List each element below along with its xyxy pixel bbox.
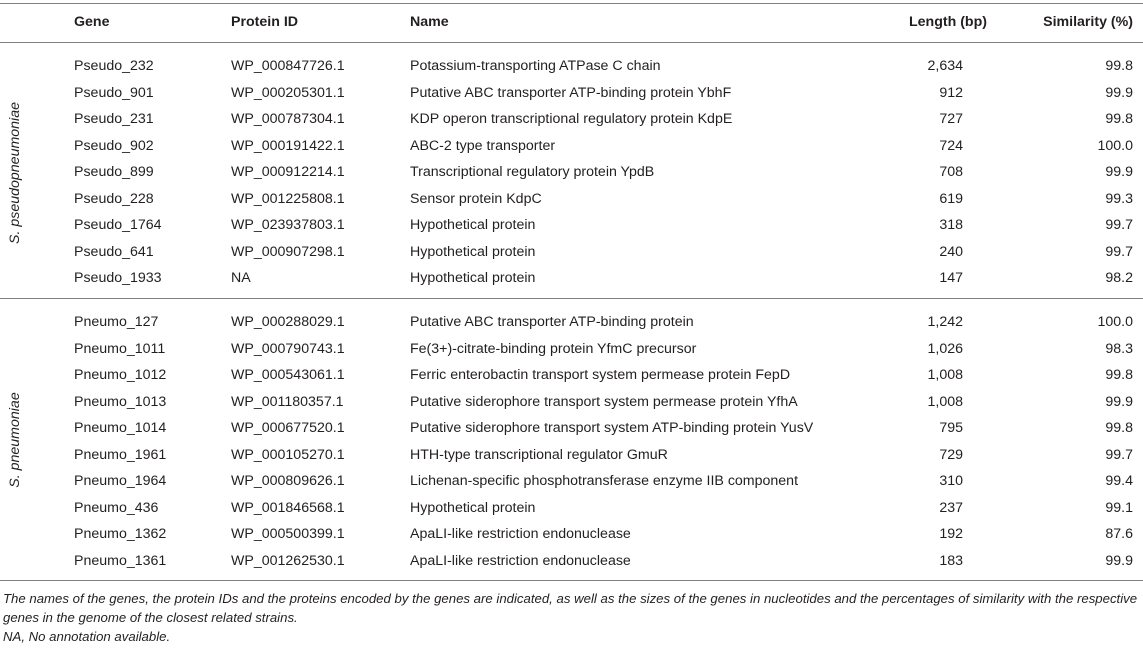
group-label-pseudopneumoniae: S. pseudopneumoniae [7, 102, 23, 244]
cell-length: 147 [939, 270, 963, 286]
cell-name: Ferric enterobactin transport system permease protein FepD [410, 367, 791, 383]
cell-name: Putative ABC transporter ATP-binding protein YbhF [410, 84, 732, 101]
cell-protein-id: WP_001225808.1 [231, 190, 345, 207]
cell-similarity: 99.9 [1105, 164, 1133, 180]
header-gene: Gene [74, 14, 110, 30]
cell-name: Putative ABC transporter ATP-binding protein [410, 314, 694, 330]
header-protein-id: Protein ID [231, 14, 299, 30]
cell-name: HTH-type transcriptional regulator GmuR [410, 446, 668, 463]
header-rule [0, 42, 1143, 43]
footnote-na: NA, No annotation available. [3, 629, 171, 644]
cell-similarity: 99.7 [1105, 217, 1133, 233]
cell-similarity: 99.7 [1105, 446, 1133, 463]
cell-name: Putative siderophore transport system ATP-binding protein YusV [410, 420, 814, 436]
cell-gene: Pneumo_127 [74, 314, 159, 330]
cell-gene: Pseudo_901 [74, 84, 154, 101]
cell-name: KDP operon transcriptional regulatory protein KdpE [410, 111, 733, 127]
cell-name: Putative siderophore transport system permease protein YfhA [410, 393, 798, 410]
cell-name: Hypothetical protein [410, 499, 536, 516]
cell-protein-id: WP_000543061.1 [231, 367, 345, 383]
cell-similarity: 98.2 [1105, 270, 1133, 286]
cell-length: 192 [939, 526, 963, 542]
cell-gene: Pneumo_436 [74, 499, 159, 516]
cell-name: Hypothetical protein [410, 270, 536, 286]
header-length: Length (bp) [908, 14, 987, 30]
cell-similarity: 99.8 [1105, 111, 1133, 127]
cell-protein-id: WP_000907298.1 [231, 243, 345, 260]
cell-length: 729 [939, 446, 963, 463]
cell-similarity: 99.9 [1105, 552, 1133, 569]
cell-length: 237 [939, 499, 963, 516]
cell-name: ApaLI-like restriction endonuclease [410, 552, 631, 569]
cell-gene: Pneumo_1014 [74, 420, 167, 436]
cell-length: 1,026 [927, 340, 963, 357]
cell-protein-id: WP_001846568.1 [231, 499, 345, 516]
cell-gene: Pneumo_1964 [74, 473, 167, 489]
cell-name: Hypothetical protein [410, 217, 536, 233]
cell-protein-id: WP_000912214.1 [231, 164, 345, 180]
cell-gene: Pseudo_641 [74, 243, 154, 260]
cell-gene: Pseudo_232 [74, 58, 154, 74]
cell-protein-id: WP_000809626.1 [231, 473, 345, 489]
cell-gene: Pseudo_902 [74, 137, 154, 154]
group-separator-rule [0, 298, 1143, 299]
cell-gene: Pneumo_1012 [74, 367, 167, 383]
cell-length: 1,008 [927, 367, 963, 383]
cell-protein-id: WP_001180357.1 [231, 393, 344, 410]
cell-length: 1,008 [927, 393, 963, 410]
cell-protein-id: WP_001262530.1 [231, 552, 345, 569]
cell-gene: Pseudo_231 [74, 111, 154, 127]
cell-similarity: 100.0 [1097, 314, 1133, 330]
group-label-pneumoniae: S. pneumoniae [7, 392, 23, 488]
cell-gene: Pseudo_228 [74, 190, 154, 207]
cell-name: Hypothetical protein [410, 243, 536, 260]
cell-protein-id: WP_023937803.1 [231, 217, 345, 233]
cell-gene: Pneumo_1011 [74, 340, 166, 357]
cell-protein-id: WP_000500399.1 [231, 526, 345, 542]
cell-length: 183 [939, 552, 963, 569]
cell-length: 619 [939, 190, 963, 207]
cell-gene: Pseudo_1933 [74, 270, 162, 286]
cell-similarity: 100.0 [1097, 137, 1133, 154]
cell-similarity: 87.6 [1105, 526, 1133, 542]
cell-name: Fe(3+)-citrate-binding protein YfmC precursor [410, 340, 697, 357]
footnote-description: The names of the genes, the protein IDs and the proteins encoded by the genes are indicated, as well as the sizes of the genes in nucleotides and the percentages of similarity with the respective genes in the genome of the closest related strains. [3, 591, 1138, 625]
cell-similarity: 99.8 [1105, 58, 1133, 74]
cell-length: 310 [939, 473, 963, 489]
header-name: Name [410, 14, 449, 30]
cell-length: 912 [939, 84, 963, 101]
cell-name: ApaLI-like restriction endonuclease [410, 526, 631, 542]
cell-length: 1,242 [927, 314, 963, 330]
cell-length: 708 [939, 164, 963, 180]
cell-protein-id: WP_000677520.1 [231, 420, 345, 436]
cell-gene: Pneumo_1362 [74, 526, 167, 542]
cell-similarity: 99.7 [1105, 243, 1133, 260]
cell-length: 2,634 [927, 58, 963, 74]
cell-protein-id: WP_000847726.1 [231, 58, 345, 74]
cell-gene: Pseudo_1764 [74, 217, 162, 233]
cell-similarity: 99.8 [1105, 367, 1133, 383]
cell-similarity: 99.1 [1105, 499, 1133, 516]
cell-length: 724 [939, 137, 963, 154]
cell-name: ABC-2 type transporter [410, 137, 556, 154]
cell-name: Potassium-transporting ATPase C chain [410, 58, 661, 74]
cell-name: Sensor protein KdpC [410, 190, 542, 207]
cell-gene: Pseudo_899 [74, 164, 154, 180]
cell-similarity: 98.3 [1105, 340, 1133, 357]
cell-similarity: 99.3 [1105, 190, 1133, 207]
cell-protein-id: NA [231, 270, 251, 286]
cell-similarity: 99.9 [1105, 393, 1133, 410]
cell-length: 318 [939, 217, 963, 233]
cell-protein-id: WP_000288029.1 [231, 314, 345, 330]
cell-similarity: 99.8 [1105, 420, 1133, 436]
cell-protein-id: WP_000790743.1 [231, 340, 345, 357]
header-similarity: Similarity (%) [1043, 14, 1133, 30]
cell-name: Lichenan-specific phosphotransferase enzyme IIB component [410, 473, 799, 489]
cell-gene: Pneumo_1013 [74, 393, 167, 410]
cell-gene: Pneumo_1961 [74, 446, 167, 463]
cell-similarity: 99.9 [1105, 84, 1133, 101]
cell-length: 240 [939, 243, 963, 260]
cell-length: 727 [939, 111, 963, 127]
top-rule [0, 3, 1143, 4]
cell-protein-id: WP_000205301.1 [231, 84, 345, 101]
cell-similarity: 99.4 [1105, 473, 1133, 489]
cell-gene: Pneumo_1361 [74, 552, 167, 569]
cell-protein-id: WP_000787304.1 [231, 111, 345, 127]
cell-length: 795 [939, 420, 963, 436]
cell-protein-id: WP_000105270.1 [231, 446, 345, 463]
cell-protein-id: WP_000191422.1 [231, 137, 345, 154]
cell-name: Transcriptional regulatory protein YpdB [410, 164, 655, 180]
bottom-rule [0, 580, 1143, 581]
